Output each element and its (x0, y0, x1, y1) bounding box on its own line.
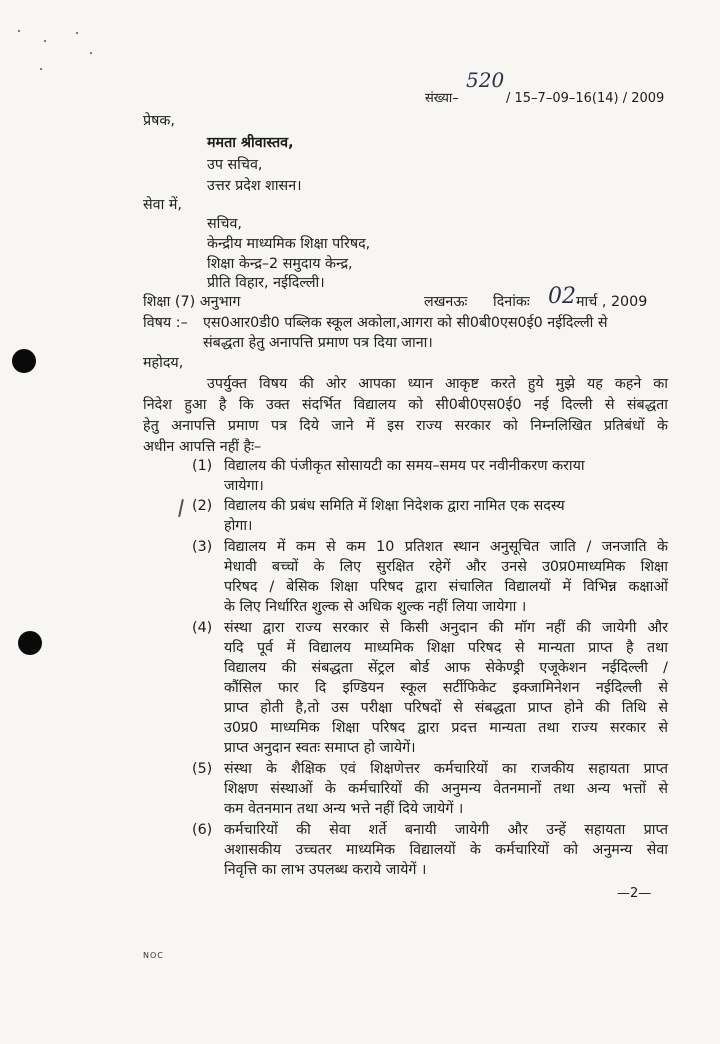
condition-line: मेधावी बच्चों के लिए सुरक्षित रहेगें और उनसे उ0प्र0माध्यमिक शिक्षा (224, 559, 668, 575)
recipient-label: सेवा में, (143, 197, 182, 213)
sender-office: उत्तर प्रदेश शासन। (207, 178, 302, 194)
speck (44, 40, 46, 42)
recipient-line: केन्द्रीय माध्यमिक शिक्षा परिषद, (207, 236, 371, 252)
sender-designation: उप सचिव, (207, 157, 263, 173)
salutation: महोदय, (143, 355, 184, 371)
sender-name: ममता श्रीवास्तव, (207, 135, 294, 151)
subject-line: संबद्धता हेतु अनापत्ति प्रमाण पत्र दिया जाना। (203, 335, 433, 351)
sender-label: प्रेषक, (143, 113, 175, 129)
punch-hole (18, 631, 42, 655)
intro-line: निदेश हुआ है कि उक्त संदर्भित विद्यालय को सी0बी0एस0ई0 नई दिल्ली से संबद्धता (143, 397, 668, 413)
condition-line: संस्था द्वारा राज्य सरकार से किसी अनुदान की मॉग नहीं की जायेगी और (224, 620, 668, 636)
condition-line: विद्यालय की पंजीकृत सोसायटी का समय–समय पर नवीनीकरण कराया (224, 458, 585, 474)
condition-number: (3) (192, 539, 213, 555)
speck (40, 68, 42, 70)
condition-number: (4) (192, 620, 213, 636)
condition-line: विद्यालय में कम से कम 10 प्रतिशत स्थान अनुसूचित जाति / जनजाति के (224, 539, 668, 555)
ref-number: / 15–7–09–16(14) / 2009 (506, 91, 665, 106)
speck (18, 30, 20, 32)
condition-number: (5) (192, 761, 213, 777)
section-name: शिक्षा (7) अनुभाग (143, 294, 241, 310)
condition-line: निवृत्ति का लाभ उपलब्ध कराये जायेगें । (224, 862, 427, 878)
speck (76, 32, 78, 34)
page-marker: —2— (617, 886, 652, 901)
handwritten-date-day: 02 (548, 284, 576, 309)
condition-line: होगा। (224, 518, 253, 534)
intro-line: अधीन आपत्ति नहीं हैः– (143, 439, 262, 455)
condition-line: यदि पूर्व में विद्यालय माध्यमिक शिक्षा परिषद से मान्यता प्राप्त है तथा (224, 640, 668, 656)
condition-line: जायेगा। (224, 478, 264, 494)
recipient-line: शिक्षा केन्द्र–2 समुदाय केन्द्र, (207, 256, 353, 272)
place: लखनऊः (424, 294, 468, 310)
handwritten-ref-number: 520 (466, 68, 505, 92)
condition-line: विद्यालय की प्रबंध समिति में शिक्षा निदेशक द्वारा नामित एक सदस्य (224, 498, 565, 514)
condition-number: (1) (192, 458, 213, 474)
condition-line: कम वेतनमान तथा अन्य भत्ते नहीं दिये जायेगें । (224, 801, 464, 817)
recipient-line: सचिव, (207, 216, 242, 232)
condition-line: संस्था के शैक्षिक एवं शिक्षणेत्तर कर्मचारियों का राजकीय सहायता प्राप्त (224, 761, 668, 777)
margin-pen-mark (178, 499, 183, 517)
condition-line: प्राप्त होती है,तो उस परीक्षा परिषदों से संबद्धता प्राप्त होने की तिथि से (224, 700, 668, 716)
ref-label: संख्या– (425, 91, 459, 106)
speck (90, 52, 92, 54)
subject-label: विषय :– (143, 315, 188, 331)
intro-line: उपर्युक्त विषय की ओर आपका ध्यान आकृष्ट करते हुये मुझे यह कहने का (207, 376, 668, 392)
condition-line: अशासकीय उच्चतर माध्यमिक विद्यालयों के कर्मचारियों को अनुमन्य सेवा (224, 842, 668, 858)
date-month-year: मार्च , 2009 (576, 294, 648, 310)
condition-line: विद्यालय की संबद्धता सेंट्रल बोर्ड आफ सेकेण्ड्री एजूकेशन नईदिल्ली / (224, 660, 668, 676)
intro-line: हेतु अनापत्ति प्रमाण पत्र दिये जाने में इस राज्य सरकार को निम्नलिखित प्रतिबंधों के (143, 418, 668, 434)
footer-code: NOC (143, 951, 164, 960)
condition-line: प्राप्त अनुदान स्वतः समाप्त हो जायेगें। (224, 740, 416, 756)
condition-number: (2) (192, 498, 213, 514)
recipient-line: प्रीति विहार, नईदिल्ली। (207, 275, 325, 291)
condition-number: (6) (192, 822, 213, 838)
condition-line: के लिए निर्धारित शुल्क से अधिक शुल्क नहीं लिया जायेगा । (224, 599, 527, 615)
condition-line: शिक्षण संस्थाओं के कर्मचारियों की अनुमन्य वेतनमानों तथा अन्य भत्तों से (224, 781, 668, 797)
condition-line: परिषद / बेसिक शिक्षा परिषद द्वारा संचालित विद्यालयों में विभिन्न कक्षाओं (224, 579, 668, 595)
subject-line: एस0आर0डी0 पब्लिक स्कूल अकोला,आगरा को सी0बी0एस0ई0 नईदिल्ली से (203, 315, 608, 331)
condition-line: कौंसिल फार दि इण्डियन स्कूल सर्टीफिकेट इक्जामिनेशन नईदिल्ली से (224, 680, 668, 696)
condition-line: कर्मचारियों की सेवा शर्ते बनायी जायेगी और उन्हें सहायता प्राप्त (224, 822, 668, 838)
date-label: दिनांकः (493, 294, 530, 310)
condition-line: उ0प्र0 माध्यमिक शिक्षा परिषद द्वारा प्रदत्त मान्यता तथा राज्य सरकार से (224, 720, 668, 736)
punch-hole (12, 349, 36, 373)
